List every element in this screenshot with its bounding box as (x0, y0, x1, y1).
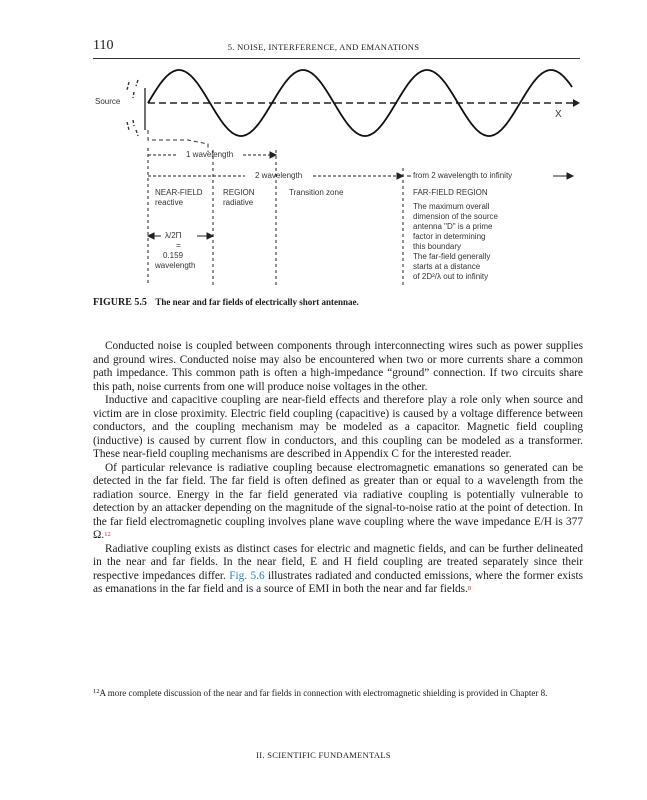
citation-ref[interactable]: 8 (467, 585, 472, 592)
paragraph-text: Of particular relevance is radiative coupling because electromagnetic emanations so generated can be detected in the far field. The far field is often defined as greater than or equal to a wavelength from the radiation source. Energy in the far field generated via radiative coupling is potentially vulnerable to detection by an attacker depending on the magnitude of the signal-to-noise ratio at the point of detection. In the far field electromagnetic coupling involves plane wave coupling where the wave impedance E/H is 377 Ω. (93, 461, 583, 541)
far-note-line: starts at a distance (413, 262, 481, 271)
figure-caption (93, 297, 359, 308)
caption-text: The near and far fields of electrically short antennae. (155, 297, 359, 307)
paragraph (93, 394, 583, 462)
one-wavelength-label: 1 wavelength (186, 150, 234, 159)
page-number: 110 (93, 38, 114, 53)
figure-5-5 (93, 60, 580, 292)
reactive-label: reactive (155, 198, 184, 207)
value-label: 0.159 (163, 251, 184, 260)
paragraph-text: Radiative coupling exists as distinct cases for electric and magnetic fields, and can be further delineated in the near and far fields. In the near field, E and H field coupling are treated separately since their respective impedances differ. (93, 542, 583, 582)
wavelength-word-label: wavelength (155, 261, 196, 270)
x-axis-arrowhead (573, 99, 580, 107)
source-connector (148, 130, 208, 152)
two-wavelength-label: 2 wavelength (255, 171, 303, 180)
footnote-marker: 12 (93, 688, 100, 695)
far-note-line: antenna "D" is a prime (413, 222, 493, 231)
body-text (93, 340, 583, 597)
radiative-label: radiative (223, 198, 254, 207)
far-note-line: The maximum overall (413, 202, 490, 211)
far-note-line: dimension of the source (413, 212, 498, 221)
running-head: 5. NOISE, INTERFERENCE, AND EMANATIONS (227, 42, 420, 52)
figure-link[interactable]: Fig. 5.6 (229, 569, 265, 582)
near-field-label: NEAR-FIELD (155, 188, 203, 197)
far-note-line: factor in determining (413, 232, 486, 241)
footnote-text: A more complete discussion of the near and far fields in connection with electromagnetic shielding is provided in Chapter 8. (99, 688, 548, 698)
paragraph-text: illustrates radiated and conducted emissions, where the former exists as emanations in the far field and is a source of EMI in both the near and far fields. (93, 569, 584, 595)
far-field-region-label: FAR-FIELD REGION (413, 188, 488, 197)
paragraph: Conducted noise is coupled between components through interconnecting wires such as power supplies and ground wires. Conducted noise may also be encountered when two or more currents share a common path impedance. This common path is often a high-impedance “ground” connection. If two circuits share this path, noise currents from one will produce noise voltages in the other. (93, 340, 583, 393)
paragraph (93, 543, 583, 597)
caption-label: FIGURE 5.5 (93, 297, 147, 308)
footnote-ref[interactable]: 12 (104, 531, 111, 538)
far-notes (413, 202, 498, 282)
page-footer: II. SCIENTIFIC FUNDAMENTALS (256, 750, 391, 760)
footnote (93, 687, 583, 699)
paragraph (93, 462, 583, 543)
far-note-line: this boundary (413, 242, 462, 251)
axis-x-label: X (555, 109, 562, 120)
lambda-label: λ/2Π (165, 231, 182, 240)
header-rule (93, 58, 580, 59)
source-label: Source (95, 97, 121, 106)
region-label: REGION (223, 188, 255, 197)
transition-zone-label: Transition zone (289, 188, 344, 197)
equals-label: = (176, 241, 181, 250)
far-note-line: of 2D²/λ out to infinity (413, 272, 489, 281)
paragraph-text: Inductive and capacitive coupling are near-field effects and therefore play a role only when source and victim are in close proximity. Electric field coupling (capacitive) is caused by a voltage difference between conductors, and the coupling mechanism may be modeled as a capacitor. Magnetic field coupling (inductive) is caused by current flow in conductors, and this coupling can be modeled as a transformer. These near-field coupling mechanisms are described in Appendix C for the interested reader. (93, 394, 583, 460)
far-note-line: The far-field generally (413, 252, 491, 261)
source-antenna-icon (127, 80, 145, 136)
far-distance-label: from 2 wavelength to infinity (413, 171, 513, 180)
